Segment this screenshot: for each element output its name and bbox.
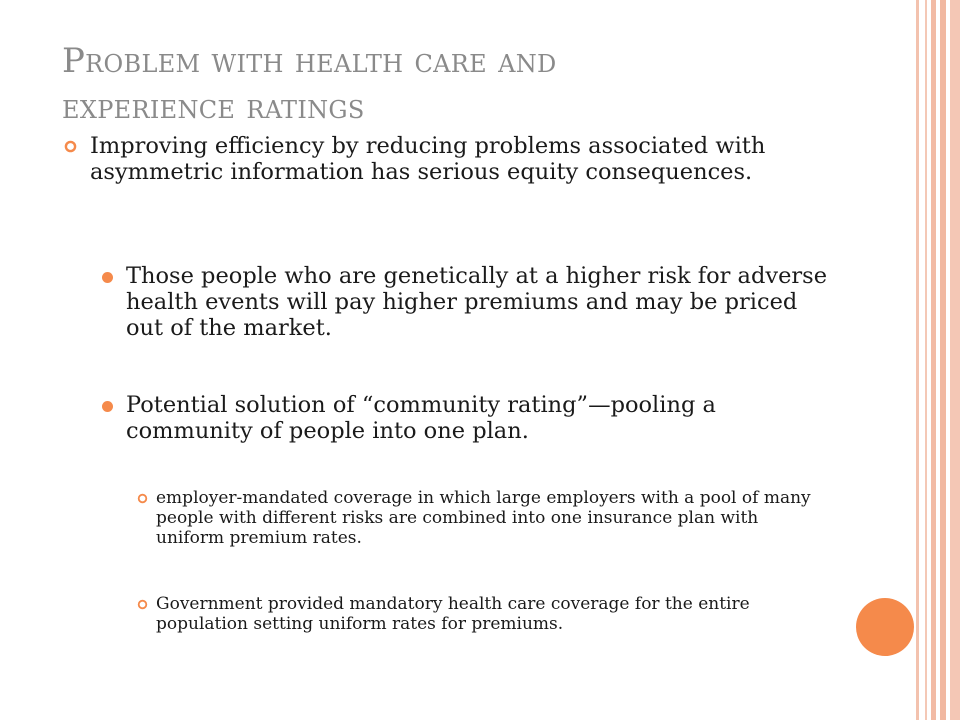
- decorative-stripes: [916, 0, 960, 720]
- stripe: [931, 0, 936, 720]
- bullet-level1: [62, 133, 842, 185]
- title-line-2: experience ratings: [62, 87, 365, 127]
- decorative-circle: [856, 598, 914, 656]
- bullet-level2: [98, 263, 828, 341]
- stripe: [940, 0, 946, 720]
- dot-bullet-icon: [102, 401, 113, 412]
- stripe: [925, 0, 927, 720]
- bullet-text: Improving efficiency by reducing problems associated with asymmetric information has serious equity consequences.: [90, 133, 766, 185]
- stripe: [916, 0, 919, 720]
- bullet-level3: [136, 594, 826, 634]
- slide-title: [62, 38, 882, 130]
- bullet-text: employer-mandated coverage in which large employers with a pool of many people with different risks are combined into one insurance plan with uniform premium rates.: [156, 488, 811, 548]
- dot-bullet-icon: [102, 272, 113, 283]
- small-ring-bullet-icon: [137, 493, 148, 504]
- bullet-text: Those people who are genetically at a higher risk for adverse health events will pay higher premiums and may be priced out of the market.: [126, 263, 828, 341]
- bullet-text: Government provided mandatory health care coverage for the entire population setting uniform rates for premiums.: [156, 594, 750, 634]
- bullet-level3: [136, 488, 826, 548]
- bullet-level2: [98, 392, 828, 444]
- small-ring-bullet-icon: [137, 599, 148, 610]
- stripe: [950, 0, 960, 720]
- bullet-text: Potential solution of “community rating”—pooling a community of people into one plan.: [126, 392, 716, 444]
- ring-bullet-icon: [64, 140, 77, 153]
- title-line-1: Problem with health care and: [62, 41, 557, 81]
